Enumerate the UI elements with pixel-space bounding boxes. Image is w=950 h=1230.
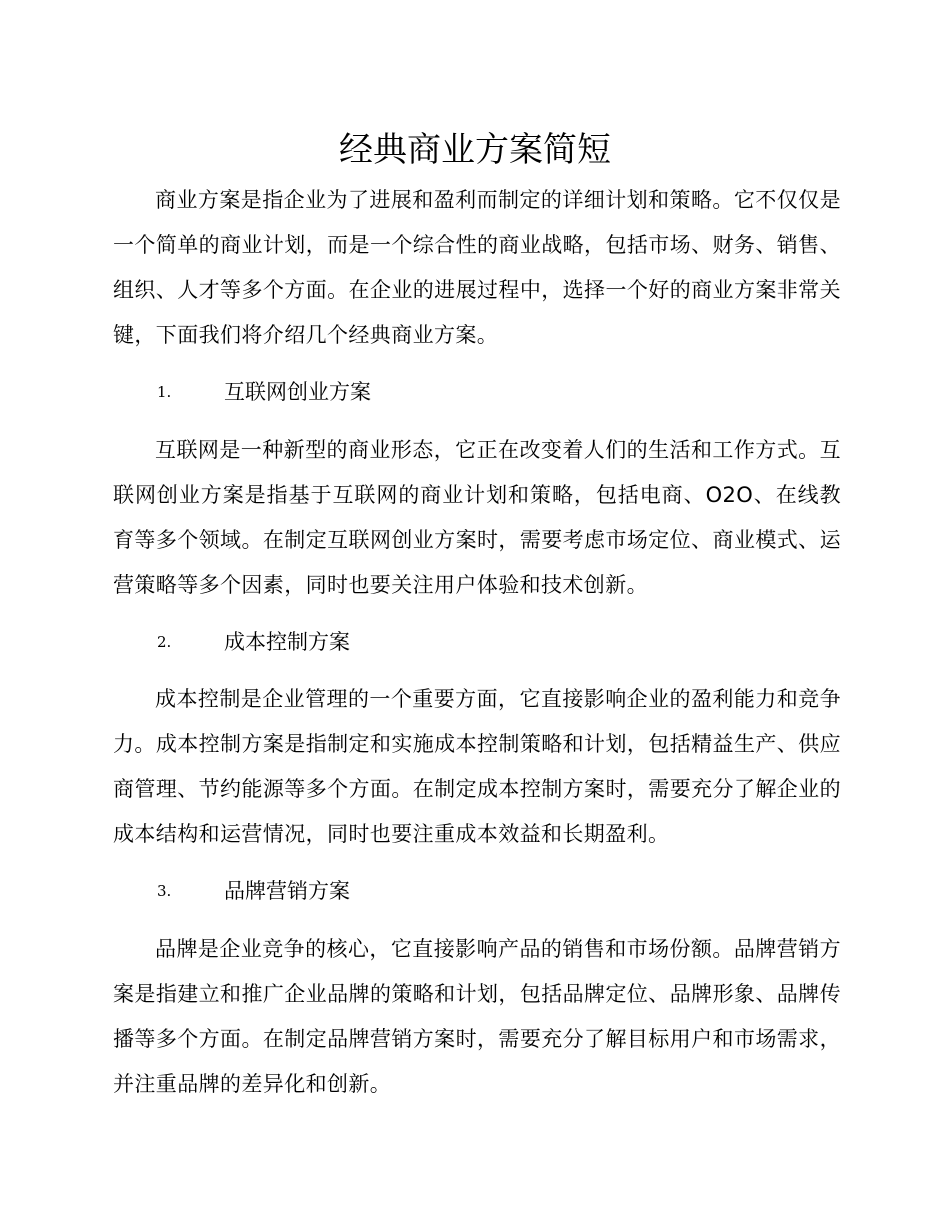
section-heading-text: 品牌营销方案 [224,879,350,903]
section-heading-1 [113,377,841,407]
section-body-3: 品牌是企业竞争的核心，它直接影响产品的销售和市场份额。品牌营销方案是指建立和推广企业品牌的策略和计划，包括品牌定位、品牌形象、品牌传播等多个方面。在制定品牌营销方案时，需要充分了解目标用户和市场需求，并注重品牌的差异化和创新。 [113,937,841,1096]
section-heading-text: 互联网创业方案 [224,380,371,404]
section-number: 3. [157,882,172,900]
section-body-2: 成本控制是企业管理的一个重要方面，它直接影响企业的盈利能力和竞争力。成本控制方案是指制定和实施成本控制策略和计划，包括精益生产、供应商管理、节约能源等多个方面。在制定成本控制方案时，需要充分了解企业的成本结构和运营情况，同时也要注重成本效益和长期盈利。 [113,687,841,846]
intro-paragraph: 商业方案是指企业为了进展和盈利而制定的详细计划和策略。它不仅仅是一个简单的商业计划，而是一个综合性的商业战略，包括市场、财务、销售、组织、人才等多个方面。在企业的进展过程中，选择一个好的商业方案非常关键，下面我们将介绍几个经典商业方案。 [113,188,841,347]
section-heading-3 [113,876,841,906]
section-number: 2. [157,633,172,651]
section-body-1: 互联网是一种新型的商业形态，它正在改变着人们的生活和工作方式。互联网创业方案是指基于互联网的商业计划和策略，包括电商、O2O、在线教育等多个领域。在制定互联网创业方案时，需要考虑市场定位、商业模式、运营策略等多个因素，同时也要关注用户体验和技术创新。 [113,438,841,597]
section-heading-2 [113,627,841,657]
section-number: 1. [157,383,172,401]
document-title: 经典商业方案简短 [339,130,611,170]
section-heading-text: 成本控制方案 [224,630,350,654]
